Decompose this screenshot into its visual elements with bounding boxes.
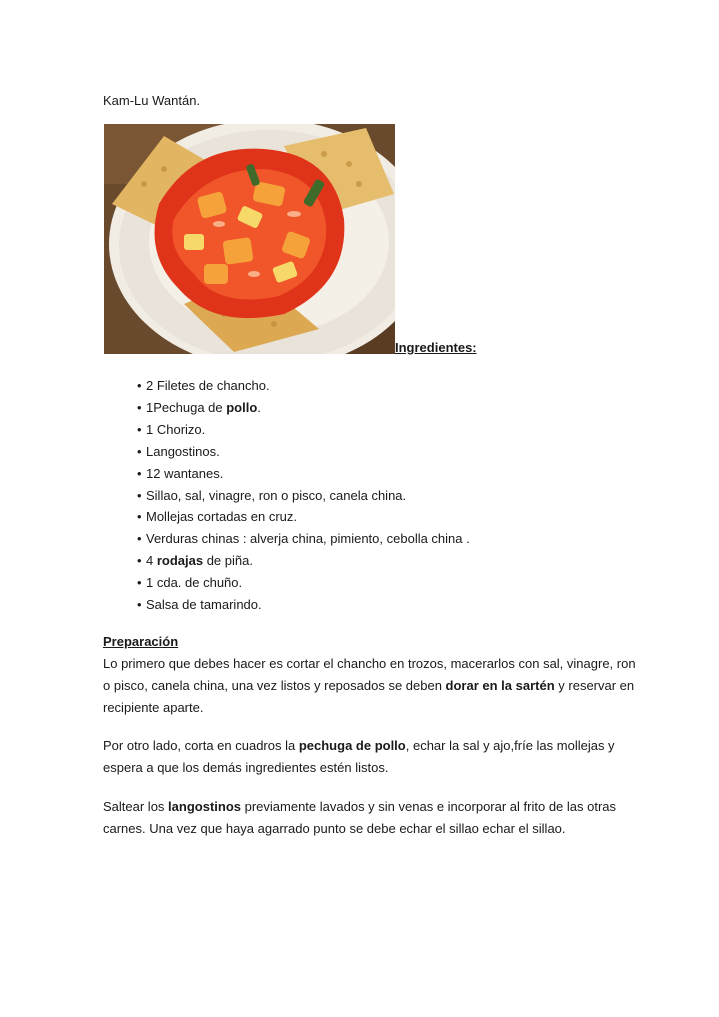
bullet-icon: • bbox=[137, 531, 142, 546]
bullet-icon: • bbox=[137, 597, 142, 612]
ingredient-item bbox=[137, 575, 242, 591]
ingredient-item bbox=[137, 378, 270, 394]
ingredient-item bbox=[137, 597, 262, 613]
text-run: , echar la sal y ajo,fríe las mollejas y espera a que los demás ingredientes estén listos. bbox=[103, 738, 615, 775]
text-run: . bbox=[257, 400, 261, 415]
bullet-icon: • bbox=[137, 422, 142, 437]
bullet-icon: • bbox=[137, 444, 142, 459]
bold-text: dorar en la sartén bbox=[445, 678, 555, 693]
text-run: Mollejas cortadas en cruz. bbox=[146, 509, 298, 524]
bullet-icon: • bbox=[137, 553, 142, 568]
ingredient-item bbox=[137, 466, 223, 482]
text-run: 1Pechuga de bbox=[146, 400, 227, 415]
bold-text: pollo bbox=[226, 400, 258, 415]
ingredients-heading: Ingredientes: bbox=[395, 340, 477, 355]
ingredient-item bbox=[137, 531, 470, 547]
dish-illustration bbox=[104, 124, 395, 354]
text-run: Salsa de tamarindo. bbox=[146, 597, 262, 612]
text-run: Saltear los bbox=[103, 799, 169, 814]
text-run: y reservar en recipiente aparte. bbox=[103, 678, 635, 715]
bullet-icon: • bbox=[137, 509, 142, 524]
bold-text: pechuga de pollo bbox=[298, 738, 406, 753]
bullet-icon: • bbox=[137, 488, 142, 503]
bullet-icon: • bbox=[137, 378, 142, 393]
text-run: 1 cda. de chuño. bbox=[146, 575, 243, 590]
text-run: previamente lavados y sin venas e incorporar al frito de las otras carnes. Una vez que haya agarrado punto se debe echar el sillao echar el sillao. bbox=[103, 799, 617, 836]
preparation-heading: Preparación bbox=[103, 634, 179, 649]
dish-photo bbox=[104, 124, 395, 354]
text-run: 2 Filetes de chancho. bbox=[146, 378, 270, 393]
ingredient-item bbox=[137, 422, 205, 438]
text-run: de piña. bbox=[203, 553, 253, 568]
bold-text: rodajas bbox=[156, 553, 204, 568]
text-run: Langostinos. bbox=[146, 444, 220, 459]
bold-text: langostinos bbox=[168, 799, 241, 814]
text-run: Lo primero que debes hacer es cortar el chancho en trozos, macerarlos con sal, vinagre, ron o pisco, canela china, una vez listos y reposados se deben bbox=[103, 656, 636, 693]
preparation-paragraph-2 bbox=[103, 735, 643, 779]
ingredient-item bbox=[137, 400, 261, 416]
text-run: Sillao, sal, vinagre, ron o pisco, canela china. bbox=[146, 488, 407, 503]
ingredient-item bbox=[137, 509, 297, 525]
bullet-icon: • bbox=[137, 466, 142, 481]
preparation-paragraph-3 bbox=[103, 796, 643, 840]
text-run: 1 Chorizo. bbox=[146, 422, 206, 437]
text-run: Verduras chinas : alverja china, pimiento, cebolla china . bbox=[146, 531, 470, 546]
ingredient-item bbox=[137, 444, 220, 460]
text-run: 12 wantanes. bbox=[146, 466, 224, 481]
preparation-paragraph-1 bbox=[103, 653, 643, 719]
text-run: 4 bbox=[146, 553, 157, 568]
bullet-icon: • bbox=[137, 575, 142, 590]
ingredient-item bbox=[137, 553, 253, 569]
text-run: Por otro lado, corta en cuadros la bbox=[103, 738, 299, 753]
page-title: Kam-Lu Wantán. bbox=[103, 93, 201, 108]
ingredient-item bbox=[137, 488, 406, 504]
bullet-icon: • bbox=[137, 400, 142, 415]
